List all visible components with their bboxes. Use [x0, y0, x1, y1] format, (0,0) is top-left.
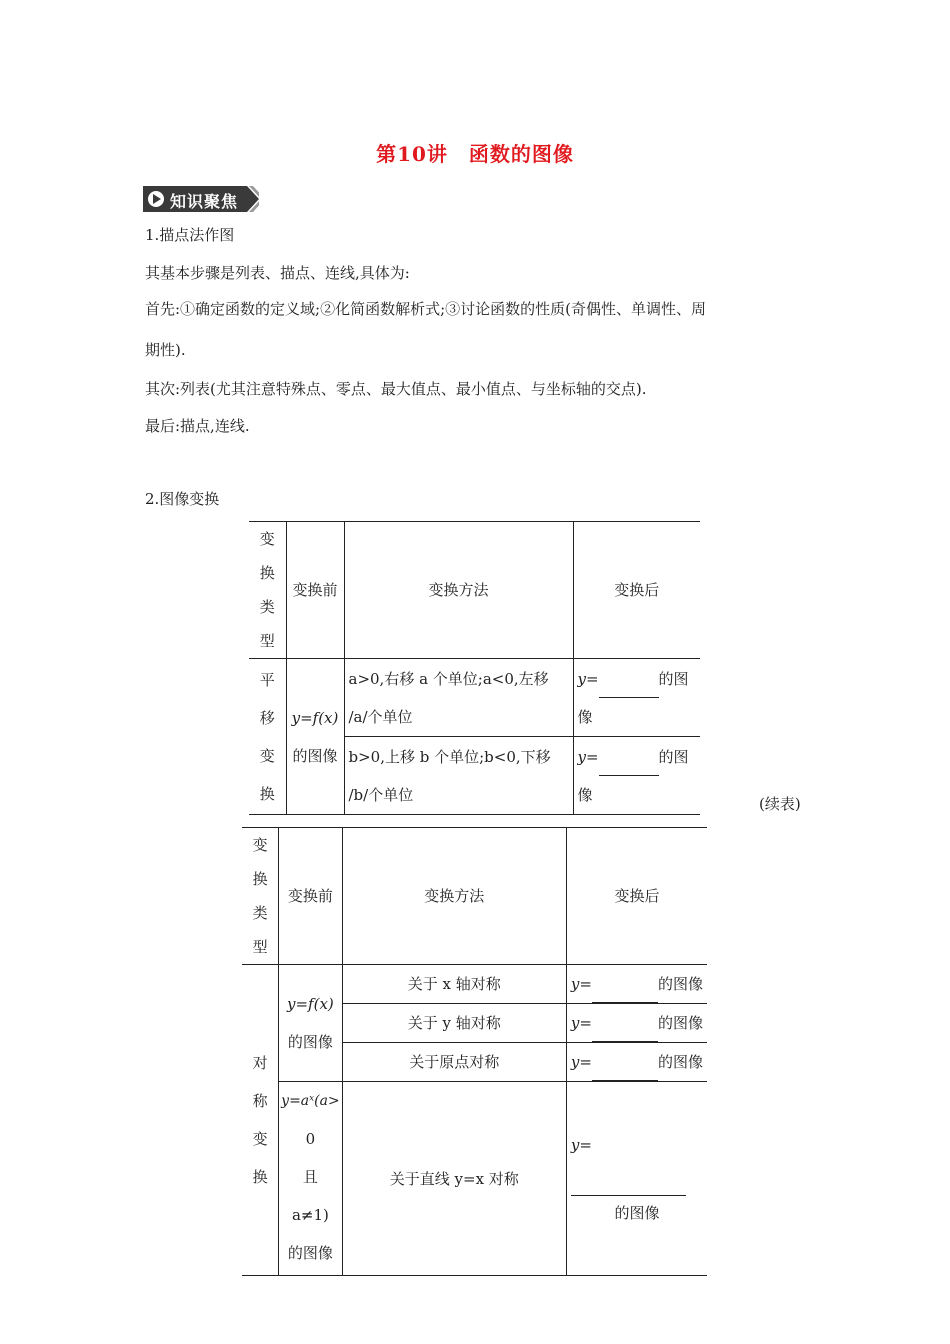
function-expr: y=f(x)	[287, 995, 334, 1013]
before-line: a≠1)	[291, 1206, 329, 1224]
header-type-line: 类型	[252, 904, 268, 956]
after-prefix: y=	[570, 1053, 592, 1071]
function-expr: y=aˣ(a>	[281, 1093, 340, 1109]
method-line: b>0,上移 b 个单位;b<0,下移	[348, 747, 551, 766]
table-row	[249, 659, 700, 737]
after-suffix: 的图像	[657, 1014, 703, 1032]
header-type-line: 变换	[259, 530, 275, 582]
answer-blank	[599, 697, 659, 698]
answer-blank	[592, 1021, 658, 1042]
function-expr: y=f(x)	[291, 708, 339, 727]
type-line: 平移	[259, 670, 275, 727]
header-after: 变换后	[566, 828, 707, 965]
paragraph: 最后:描点,连线.	[145, 417, 250, 435]
method-line: a>0,右移 a 个单位;a<0,左移	[348, 669, 549, 688]
method-cell	[344, 737, 573, 815]
before-line: 且	[302, 1168, 318, 1186]
after-line2: 像	[577, 785, 593, 804]
badge-label: 知识聚焦	[170, 192, 239, 211]
table-row	[242, 1082, 707, 1276]
after-prefix: y=	[570, 975, 592, 993]
translation-table	[249, 521, 700, 815]
type-line: 变换	[259, 746, 275, 803]
type-cell	[249, 659, 286, 815]
after-suffix: 的图像	[657, 975, 703, 993]
answer-blank	[599, 775, 659, 776]
after-cell	[566, 1004, 707, 1043]
header-after: 变换后	[573, 522, 700, 659]
header-method: 变换方法	[342, 828, 566, 965]
after-line2: 像	[577, 707, 593, 726]
after-prefix: y=	[577, 669, 599, 688]
method-cell: 关于 y 轴对称	[342, 1004, 566, 1043]
before-line: 0	[305, 1130, 316, 1148]
after-prefix: y=	[577, 747, 599, 766]
after-cell	[566, 965, 707, 1004]
table-header-row	[242, 828, 707, 965]
answer-blank	[592, 982, 658, 1003]
method-line: /a/个单位	[348, 707, 413, 726]
answer-blank	[571, 1175, 686, 1196]
method-cell: 关于原点对称	[342, 1043, 566, 1082]
before-suffix: 的图像	[287, 1033, 333, 1051]
before-suffix: 的图像	[292, 746, 338, 765]
method-line: /b/个单位	[348, 785, 414, 804]
paragraph: 首先:①确定函数的定义域;②化简函数解析式;③讨论函数的性质(奇偶性、单调性、周	[145, 300, 707, 318]
before-cell	[279, 965, 343, 1082]
section-1-heading: 1.描点法作图	[145, 226, 235, 244]
after-prefix: y=	[570, 1135, 592, 1154]
symmetry-table	[242, 827, 707, 1276]
section-badge	[143, 186, 259, 212]
method-cell	[344, 659, 573, 737]
after-suffix: 的图像	[614, 1203, 660, 1222]
paragraph: 期性).	[145, 341, 186, 359]
type-line: 变换	[252, 1130, 268, 1186]
after-cell	[573, 659, 700, 737]
after-prefix: y=	[570, 1014, 592, 1032]
before-suffix: 的图像	[287, 1244, 333, 1262]
after-suffix: 的图像	[657, 1053, 703, 1071]
header-type-line: 变换	[252, 836, 268, 888]
table-header-row	[249, 522, 700, 659]
paragraph: 其次:列表(尤其注意特殊点、零点、最大值点、最小值点、与坐标轴的交点).	[145, 380, 647, 398]
header-before: 变换前	[279, 828, 343, 965]
type-cell	[242, 965, 279, 1276]
header-before: 变换前	[286, 522, 344, 659]
after-cell	[566, 1043, 707, 1082]
answer-blank	[592, 1060, 658, 1081]
before-cell	[286, 659, 344, 815]
header-type	[249, 522, 286, 659]
section-2-heading: 2.图像变换	[145, 490, 220, 508]
after-suffix: 的图	[658, 669, 689, 688]
table-row	[242, 965, 707, 1004]
after-cell	[566, 1082, 707, 1276]
header-method: 变换方法	[344, 522, 573, 659]
before-cell	[279, 1082, 343, 1276]
page-title: 第10讲 函数的图像	[376, 142, 574, 166]
method-cell: 关于 x 轴对称	[342, 965, 566, 1004]
method-cell: 关于直线 y=x 对称	[342, 1082, 566, 1276]
header-type	[242, 828, 279, 965]
after-suffix: 的图	[658, 747, 689, 766]
after-cell	[573, 737, 700, 815]
header-type-line: 类型	[259, 598, 275, 650]
paragraph: 其基本步骤是列表、描点、连线,具体为:	[145, 264, 410, 282]
continued-label: (续表)	[759, 795, 801, 813]
type-line: 对称	[252, 1054, 268, 1110]
